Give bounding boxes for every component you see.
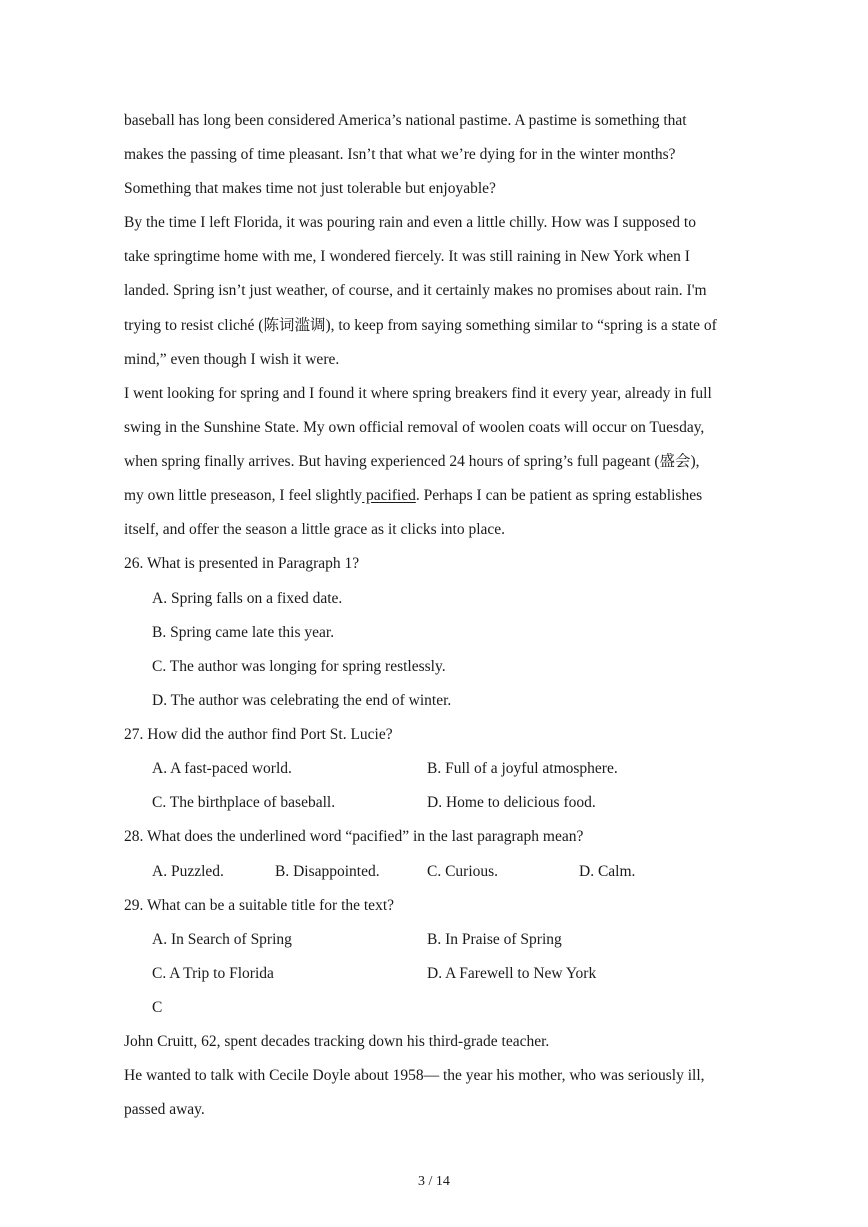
passage-line: I went looking for spring and I found it where spring breakers find it every year, already in full [124, 385, 712, 402]
passage-line [124, 486, 702, 506]
question-29-stem: 29. What can be a suitable title for the text? [124, 897, 395, 914]
question-27-option-b: B. Full of a joyful atmosphere. [427, 760, 618, 777]
question-27-option-d: D. Home to delicious food. [427, 794, 596, 811]
passage-line: baseball has long been considered America’s national pastime. A pastime is something that [124, 112, 687, 129]
page-number: 3 / 14 [418, 1174, 450, 1189]
question-28-option-d: D. Calm. [579, 863, 636, 880]
passage-text: my own little preseason, I feel slightly [124, 487, 363, 504]
question-26-option-d: D. The author was celebrating the end of winter. [152, 692, 452, 709]
question-27-option-a: A. A fast-paced world. [152, 760, 292, 777]
underlined-word-pacified: pacified [362, 487, 416, 504]
question-26-option-c: C. The author was longing for spring restlessly. [152, 658, 446, 675]
passage-line: makes the passing of time pleasant. Isn’t that what we’re dying for in the winter months? [124, 146, 676, 163]
passage-line: swing in the Sunshine State. My own official removal of woolen coats will occur on Tuesday, [124, 419, 705, 436]
question-26-option-a: A. Spring falls on a fixed date. [152, 590, 343, 607]
section-c-label: C [152, 999, 163, 1016]
passage-line: mind,” even though I wish it were. [124, 351, 340, 368]
question-28-stem: 28. What does the underlined word “pacified” in the last paragraph mean? [124, 828, 584, 845]
passage-line: take springtime home with me, I wondered fiercely. It was still raining in New York when I [124, 248, 690, 265]
question-28-option-a: A. Puzzled. [152, 863, 224, 880]
passage-line: John Cruitt, 62, spent decades tracking down his third-grade teacher. [124, 1033, 550, 1050]
question-29-option-d: D. A Farewell to New York [427, 965, 597, 982]
question-27-option-c: C. The birthplace of baseball. [152, 794, 336, 811]
question-26-option-b: B. Spring came late this year. [152, 624, 335, 641]
question-29-option-a: A. In Search of Spring [152, 931, 292, 948]
passage-line: He wanted to talk with Cecile Doyle about 1958— the year his mother, who was seriously ill, [124, 1067, 705, 1084]
question-26-stem: 26. What is presented in Paragraph 1? [124, 555, 360, 572]
passage-line: trying to resist cliché (陈词滥调), to keep from saying something similar to “spring is a state of [124, 317, 717, 334]
question-28-option-b: B. Disappointed. [275, 863, 380, 880]
question-27-stem: 27. How did the author find Port St. Lucie? [124, 726, 393, 743]
passage-line: when spring finally arrives. But having experienced 24 hours of spring’s full pageant (盛会), [124, 453, 700, 470]
passage-line: Something that makes time not just tolerable but enjoyable? [124, 180, 496, 197]
question-29-option-c: C. A Trip to Florida [152, 965, 274, 982]
passage-line: itself, and offer the season a little grace as it clicks into place. [124, 521, 506, 538]
question-28-option-c: C. Curious. [427, 863, 499, 880]
passage-line: passed away. [124, 1101, 205, 1118]
passage-line: By the time I left Florida, it was pouring rain and even a little chilly. How was I supposed to [124, 214, 696, 231]
question-29-option-b: B. In Praise of Spring [427, 931, 562, 948]
passage-line: landed. Spring isn’t just weather, of course, and it certainly makes no promises about rain. I'm [124, 282, 707, 299]
passage-text: . Perhaps I can be patient as spring establishes [415, 487, 703, 504]
